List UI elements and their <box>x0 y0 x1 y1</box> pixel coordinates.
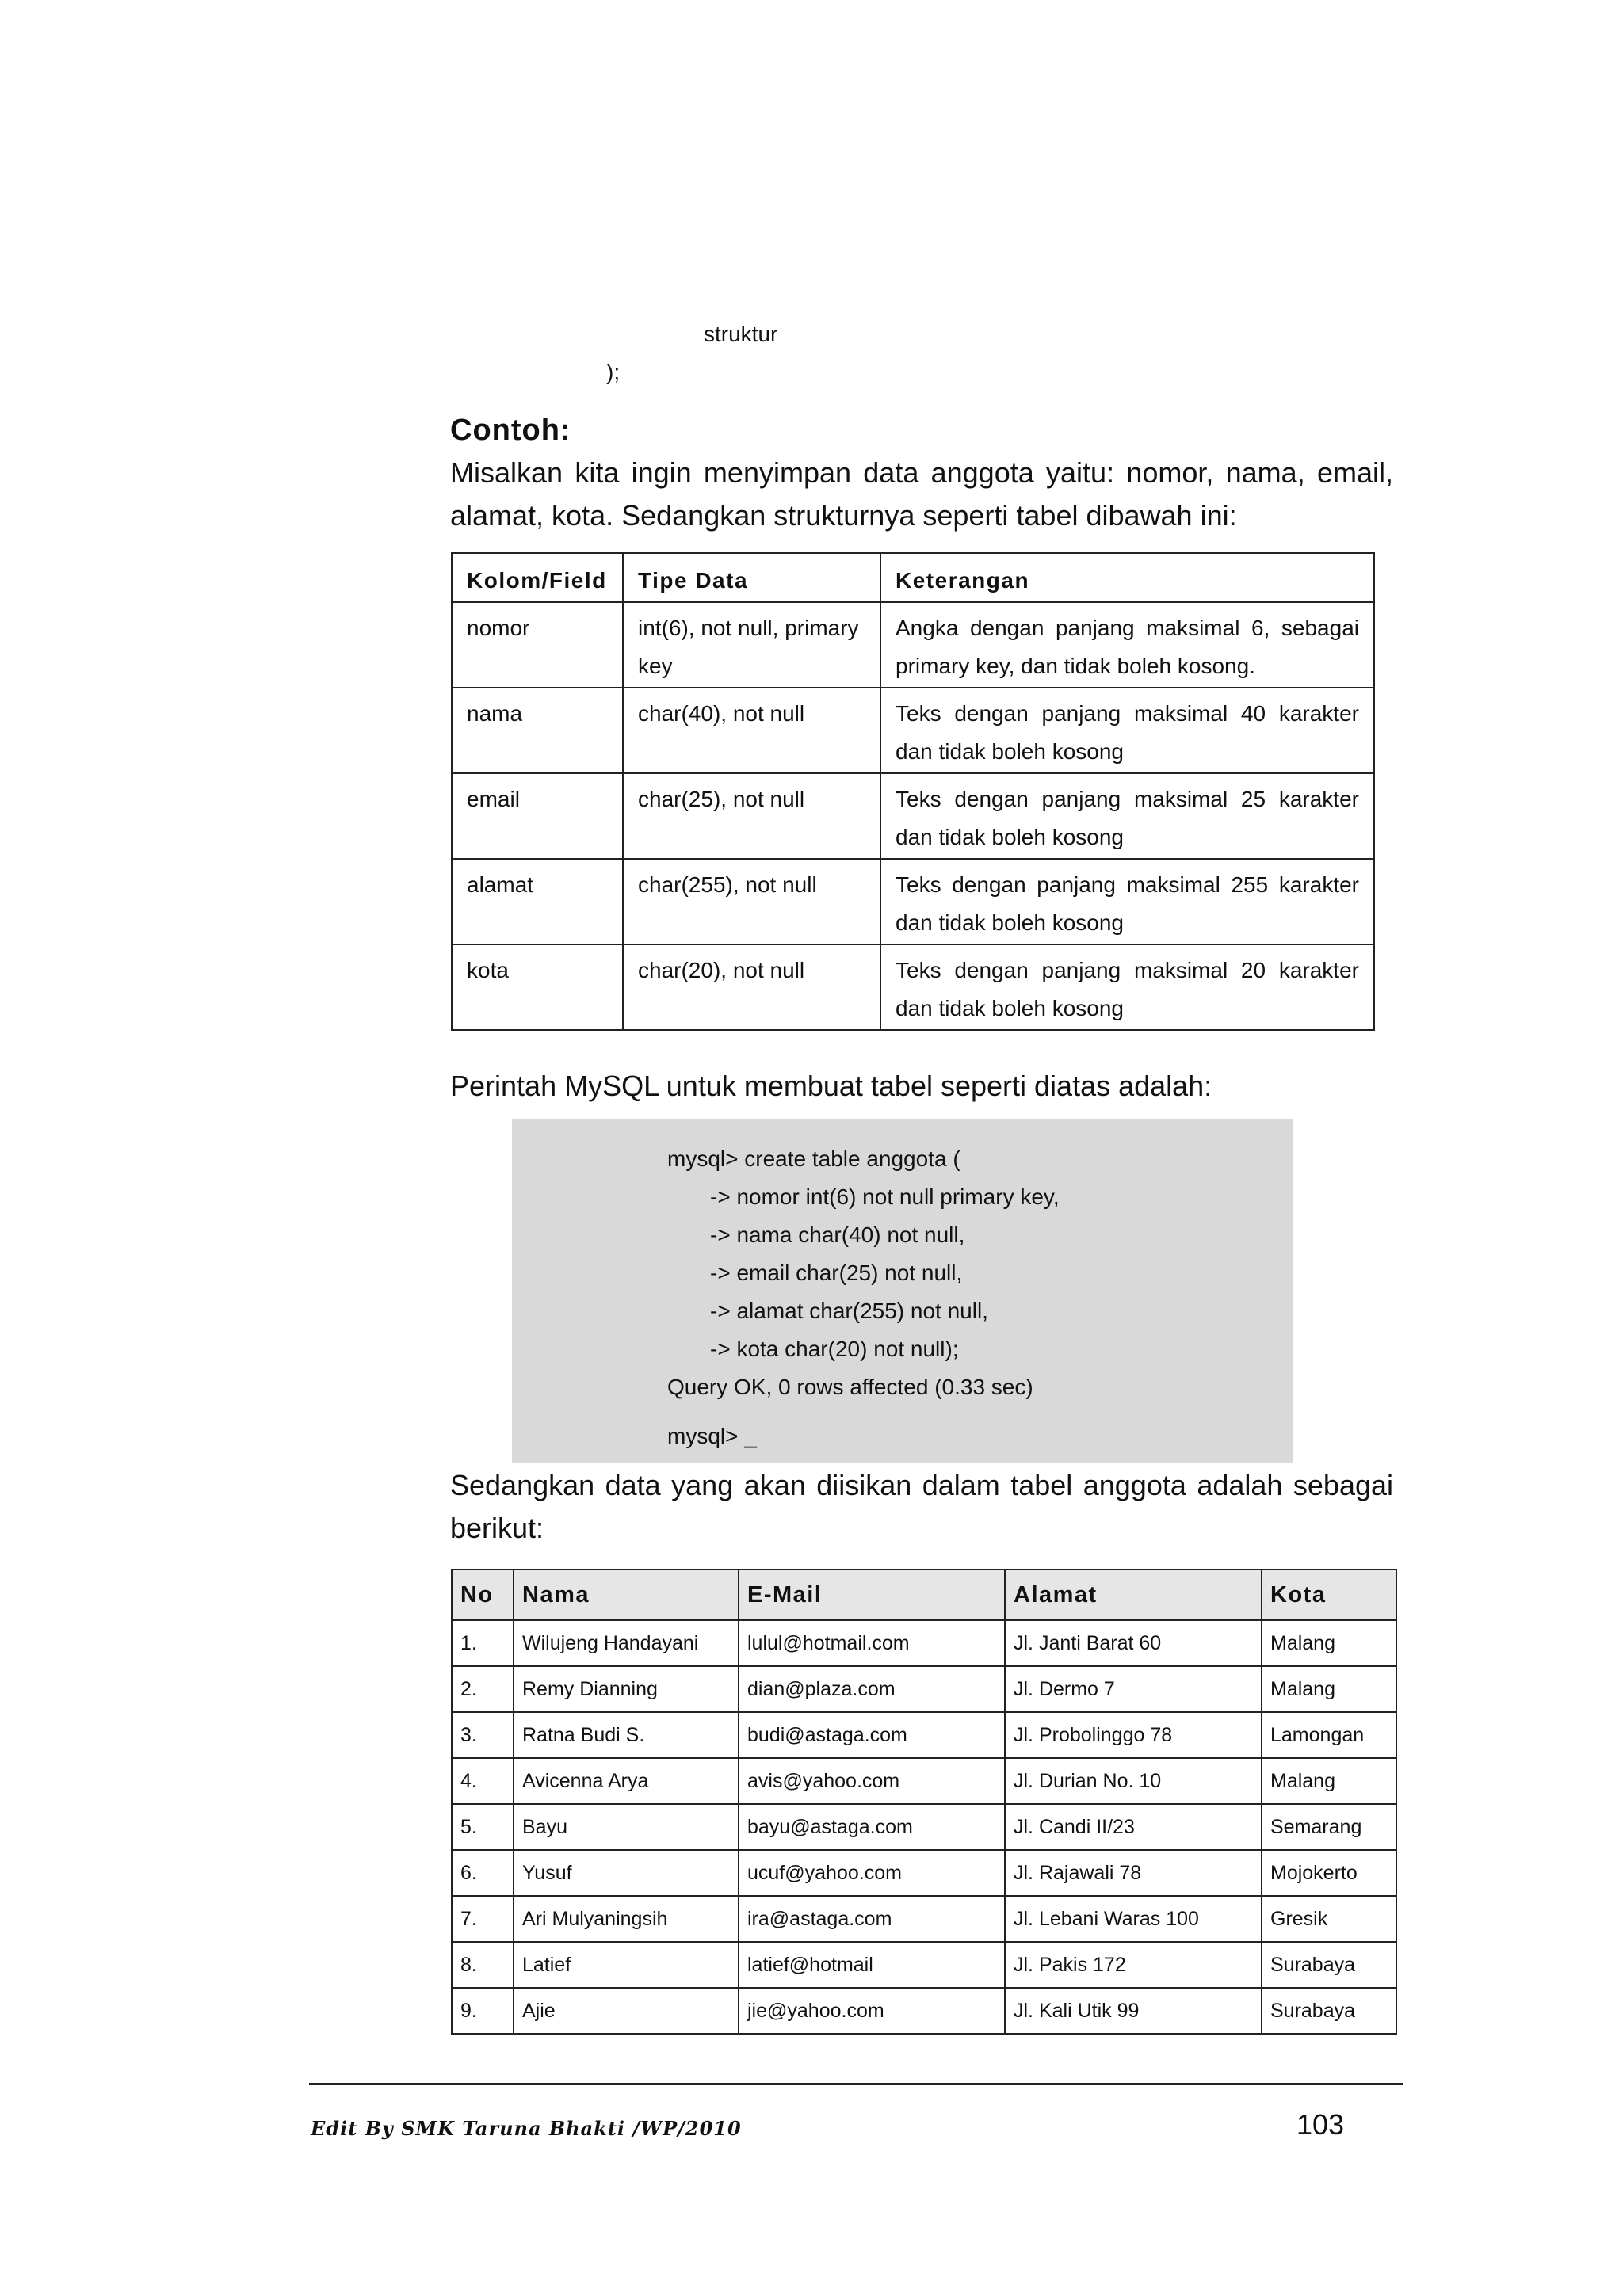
type-cell: int(6), not null, primary key <box>623 602 880 688</box>
code-line: -> nomor int(6) not null primary key, <box>710 1184 1060 1209</box>
alamat-cell: Jl. Kali Utik 99 <box>1005 1988 1262 2034</box>
no-cell: 3. <box>452 1712 514 1758</box>
header-alamat: Alamat <box>1005 1569 1262 1620</box>
nama-cell: Ratna Budi S. <box>514 1712 739 1758</box>
header-type: Tipe Data <box>623 553 880 602</box>
desc-cell: Teks dengan panjang maksimal 20 karakter dan tidak boleh kosong <box>880 944 1374 1030</box>
email-cell: ira@astaga.com <box>739 1896 1005 1942</box>
alamat-cell: Jl. Dermo 7 <box>1005 1666 1262 1712</box>
desc-cell: Teks dengan panjang maksimal 255 karakter dan tidak boleh kosong <box>880 859 1374 944</box>
email-cell: latief@hotmail <box>739 1942 1005 1988</box>
alamat-cell: Jl. Probolinggo 78 <box>1005 1712 1262 1758</box>
no-cell: 8. <box>452 1942 514 1988</box>
alamat-cell: Jl. Durian No. 10 <box>1005 1758 1262 1804</box>
footer-divider <box>309 2083 1403 2085</box>
member-table <box>451 1569 1397 2035</box>
header-field: Kolom/Field <box>452 553 623 602</box>
kota-cell: Surabaya <box>1262 1942 1396 1988</box>
kota-cell: Malang <box>1262 1758 1396 1804</box>
table-row <box>452 1666 1396 1712</box>
nama-cell: Latief <box>514 1942 739 1988</box>
alamat-cell: Jl. Pakis 172 <box>1005 1942 1262 1988</box>
kota-cell: Mojokerto <box>1262 1850 1396 1896</box>
kota-cell: Malang <box>1262 1620 1396 1666</box>
email-cell: ucuf@yahoo.com <box>739 1850 1005 1896</box>
email-cell: budi@astaga.com <box>739 1712 1005 1758</box>
header-email: E-Mail <box>739 1569 1005 1620</box>
header-nama: Nama <box>514 1569 739 1620</box>
page-number: 103 <box>1296 2108 1345 2141</box>
no-cell: 7. <box>452 1896 514 1942</box>
table-row <box>452 1850 1396 1896</box>
table-row <box>452 1620 1396 1666</box>
nama-cell: Wilujeng Handayani <box>514 1620 739 1666</box>
no-cell: 5. <box>452 1804 514 1850</box>
table-row <box>452 1896 1396 1942</box>
table-row <box>452 1988 1396 2034</box>
code-line: mysql> create table anggota ( <box>667 1146 960 1171</box>
kota-cell: Semarang <box>1262 1804 1396 1850</box>
code-line: -> nama char(40) not null, <box>710 1222 965 1247</box>
code-block <box>512 1119 1293 1463</box>
code-line: -> email char(25) not null, <box>710 1261 963 1285</box>
structure-table-header <box>452 553 1374 602</box>
field-cell: email <box>452 773 623 859</box>
code-fragment-close: ); <box>606 360 621 384</box>
code-line: -> alamat char(255) not null, <box>710 1299 988 1323</box>
no-cell: 1. <box>452 1620 514 1666</box>
no-cell: 4. <box>452 1758 514 1804</box>
type-cell: char(40), not null <box>623 688 880 773</box>
email-cell: dian@plaza.com <box>739 1666 1005 1712</box>
sql-intro-paragraph: Perintah MySQL untuk membuat tabel seperti diatas adalah: <box>450 1070 1212 1102</box>
field-cell: alamat <box>452 859 623 944</box>
header-desc: Keterangan <box>880 553 1374 602</box>
member-table-header <box>452 1569 1396 1620</box>
kota-cell: Surabaya <box>1262 1988 1396 2034</box>
table-row <box>452 1758 1396 1804</box>
no-cell: 6. <box>452 1850 514 1896</box>
header-kota: Kota <box>1262 1569 1396 1620</box>
field-cell: nomor <box>452 602 623 688</box>
footer-credit: Edit By SMK Taruna Bhakti /WP/2010 <box>311 2117 742 2140</box>
email-cell: lulul@hotmail.com <box>739 1620 1005 1666</box>
no-cell: 9. <box>452 1988 514 2034</box>
type-cell: char(25), not null <box>623 773 880 859</box>
table-row <box>452 1942 1396 1988</box>
desc-cell: Teks dengan panjang maksimal 25 karakter dan tidak boleh kosong <box>880 773 1374 859</box>
alamat-cell: Jl. Lebani Waras 100 <box>1005 1896 1262 1942</box>
type-cell: char(255), not null <box>623 859 880 944</box>
desc-cell: Angka dengan panjang maksimal 6, sebagai primary key, dan tidak boleh kosong. <box>880 602 1374 688</box>
alamat-cell: Jl. Candi II/23 <box>1005 1804 1262 1850</box>
code-fragment-struktur: struktur <box>704 322 778 346</box>
code-line: mysql> _ <box>667 1424 757 1448</box>
table-row <box>452 944 1374 1030</box>
desc-cell: Teks dengan panjang maksimal 40 karakter dan tidak boleh kosong <box>880 688 1374 773</box>
table-row <box>452 859 1374 944</box>
kota-cell: Gresik <box>1262 1896 1396 1942</box>
code-line: Query OK, 0 rows affected (0.33 sec) <box>667 1375 1033 1399</box>
alamat-cell: Jl. Rajawali 78 <box>1005 1850 1262 1896</box>
nama-cell: Yusuf <box>514 1850 739 1896</box>
table-row <box>452 602 1374 688</box>
alamat-cell: Jl. Janti Barat 60 <box>1005 1620 1262 1666</box>
no-cell: 2. <box>452 1666 514 1712</box>
header-no: No <box>452 1569 514 1620</box>
kota-cell: Lamongan <box>1262 1712 1396 1758</box>
field-cell: kota <box>452 944 623 1030</box>
table-row <box>452 688 1374 773</box>
table-row <box>452 773 1374 859</box>
section-heading: Contoh: <box>450 414 571 447</box>
email-cell: jie@yahoo.com <box>739 1988 1005 2034</box>
email-cell: avis@yahoo.com <box>739 1758 1005 1804</box>
table-row <box>452 1712 1396 1758</box>
table-row <box>452 1804 1396 1850</box>
nama-cell: Bayu <box>514 1804 739 1850</box>
field-cell: nama <box>452 688 623 773</box>
type-cell: char(20), not null <box>623 944 880 1030</box>
intro-paragraph: Misalkan kita ingin menyimpan data anggota yaitu: nomor, nama, email, alamat, kota. Sedangkan strukturnya seperti tabel dibawah ini: <box>450 456 1393 532</box>
code-line: -> kota char(20) not null); <box>710 1337 959 1361</box>
kota-cell: Malang <box>1262 1666 1396 1712</box>
nama-cell: Ari Mulyaningsih <box>514 1896 739 1942</box>
structure-table <box>451 552 1375 1031</box>
email-cell: bayu@astaga.com <box>739 1804 1005 1850</box>
nama-cell: Avicenna Arya <box>514 1758 739 1804</box>
nama-cell: Remy Dianning <box>514 1666 739 1712</box>
data-intro-paragraph: Sedangkan data yang akan diisikan dalam tabel anggota adalah sebagai berikut: <box>450 1469 1393 1544</box>
nama-cell: Ajie <box>514 1988 739 2034</box>
